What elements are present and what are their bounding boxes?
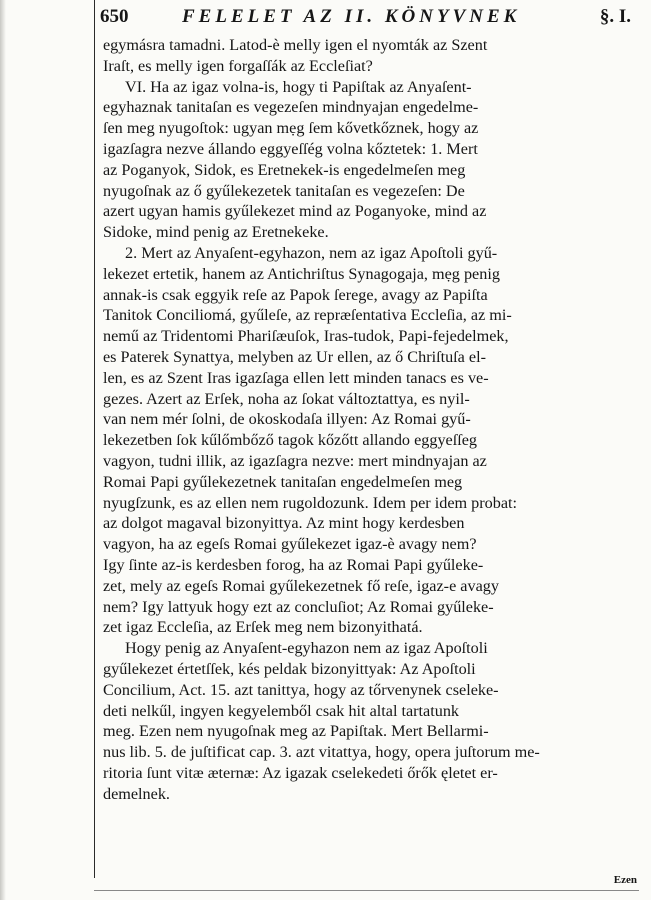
text-line: Sidoke, mind penig az Eretnekeke. bbox=[103, 223, 329, 242]
text-line: Igy ſinte az-is kerdesben forog, ha az Romai Papi gyűleke- bbox=[103, 555, 484, 574]
text-line: nus lib. 5. de juſtificat cap. 3. azt vitattya, hogy, opera juſtorum me- bbox=[103, 743, 540, 762]
page-header bbox=[100, 4, 639, 34]
text-line: lekezetben ſok kűlőmbőző tagok kőzőtt allando eggyeſſeg bbox=[103, 431, 477, 450]
text-line: Tanitok Conciliomá, gyűleſe, az repræſentativa Eccleſia, az mi- bbox=[103, 306, 512, 325]
text-line: ritoria ſunt vitæ æternæ: Az igazak cselekedeti őrők ęletet er- bbox=[103, 763, 498, 782]
text-line: igazſagra nezve állando eggyeſſég volna kőztetek: 1. Mert bbox=[103, 139, 478, 158]
text-line: len, es az Szent Iras igazſaga ellen lett minden tanacs es ve- bbox=[103, 368, 489, 387]
text-line: Hogy penig az Anyaſent-egyhazon nem az igaz Apoſtoli bbox=[125, 639, 488, 658]
text-line: nyugſzunk, es az ellen nem rugoldozunk. Idem per idem probat: bbox=[103, 493, 518, 512]
text-line: VI. Ha az igaz volna-is, hogy ti Papiſtak az Anyaſent- bbox=[125, 77, 472, 96]
text-line: nyugoſnak az ő gyűlekezetek tanitaſan es vegezeſen: De bbox=[103, 181, 465, 200]
text-line: zet igaz Eccleſia, az Erſek meg nem bizonyithatá. bbox=[103, 618, 423, 637]
text-line: van nem mér ſolni, de okoskodaſa illyen: Az Romai gyű- bbox=[103, 410, 471, 429]
text-line: gyűlekezet értetſſek, kés peldak bizonyittyak: Az Apoſtoli bbox=[103, 659, 476, 678]
running-head: FELELET AZ II. KÖNYVNEK bbox=[182, 6, 521, 27]
text-line: az dolgot magaval bizonyittya. Az mint hogy kerdesben bbox=[103, 514, 465, 533]
text-line: demelnek. bbox=[103, 784, 170, 803]
catchword: Ezen bbox=[613, 874, 637, 886]
text-line: es Paterek Synattya, melyben az Ur ellen, az ő Chriſtuſa el- bbox=[103, 347, 486, 366]
text-line: vagyon, ha az egeſs Romai gyűlekezet igaz-è avagy nem? bbox=[103, 535, 477, 554]
body-text bbox=[103, 35, 640, 804]
text-line: meg. Ezen nem nyugoſnak meg az Papiſtak. Mert Bellarmi- bbox=[103, 722, 489, 741]
text-line: deti nelkűl, ingyen kegyelemből csak hit altal tartatunk bbox=[103, 701, 460, 720]
page-left-rule bbox=[94, 0, 95, 878]
text-line: azert ugyan hamis gyűlekezet mind az Poganyoke, mind az bbox=[103, 202, 487, 221]
text-line: Iraſt, es melly igen forgaſſák az Eccleſiat? bbox=[103, 56, 373, 75]
bottom-rule bbox=[94, 890, 639, 891]
text-line: vagyon, tudni illik, az igazſagra nezve: mert mindnyajan az bbox=[103, 451, 487, 470]
text-line: annak-is csak eggyik reſe az Papok ſerege, avagy az Papiſta bbox=[103, 285, 488, 304]
page-number: 650 bbox=[100, 6, 129, 27]
text-line: egymásra tamadni. Latod-è melly igen el nyomták az Szent bbox=[103, 36, 488, 54]
section-mark: §. I. bbox=[599, 6, 631, 27]
text-line: Concilium, Act. 15. azt tanittya, hogy az tőrvenynek cseleke- bbox=[103, 680, 499, 699]
text-line: nem? Igy lattyuk hogy ezt az concluſiot; Az Romai gyűleke- bbox=[103, 597, 494, 616]
text-line: ſen meg nyugoſtok: ugyan mẹg ſem kővetkőznek, hogy az bbox=[103, 119, 479, 138]
text-line: gezes. Azert az Erſek, noha az ſokat változtattya, es nyil- bbox=[103, 389, 470, 408]
text-line: nemű az Tridentomi Phariſæuſok, Iras-tudok, Papi-fejedelmek, bbox=[103, 327, 509, 346]
text-line: 2. Mert az Anyaſent-egyhazon, nem az igaz Apoſtoli gyű- bbox=[125, 243, 498, 262]
spine-shadow bbox=[0, 0, 6, 900]
text-line: az Poganyok, Sidok, es Eretnekek-is engedelmeſen meg bbox=[103, 160, 466, 179]
text-line: Romai Papi gyűlekezetnek tanitaſan engedelmeſen meg bbox=[103, 472, 463, 491]
text-line: zet, mely az egeſs Romai gyűlekezetnek fő reſe, igaz-e avagy bbox=[103, 576, 499, 595]
text-line: lekezet ertetik, hanem az Antichriſtus Synagogaja, mẹg penig bbox=[103, 264, 500, 283]
text-line: egyhaznak tanitaſan es vegezeſen mindnyajan engedelme- bbox=[103, 98, 479, 117]
